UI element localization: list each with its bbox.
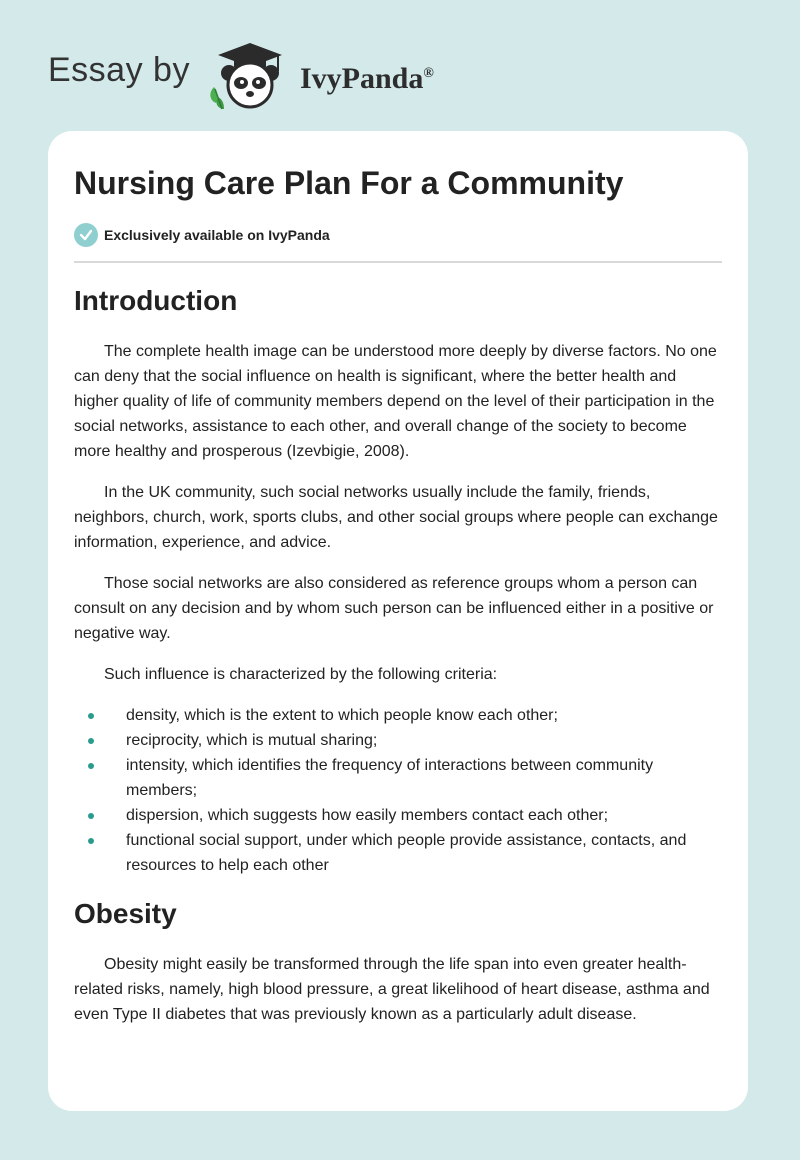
list-item: intensity, which identifies the frequency of interactions between community members; (74, 753, 722, 803)
essay-card (48, 131, 748, 1111)
exclusive-badge (74, 223, 330, 247)
check-icon (74, 223, 98, 247)
paragraph: Such influence is characterized by the following criteria: (104, 666, 498, 683)
essay-by-label: Essay by (48, 50, 190, 89)
paragraph: The complete health image can be understood more deeply by diverse factors. No one can deny that the social influence on health is significant, where the better health and higher quality of life of community members depend on the level of their participation in the social networks, assistance to each other, and overall change of the society to become more healthy and prosperous (Izevbigie, 2008). (74, 343, 717, 460)
bullet-icon (88, 838, 94, 844)
page-title: Nursing Care Plan For a Community (74, 165, 624, 201)
list-item: dispersion, which suggests how easily members contact each other; (74, 803, 722, 828)
criteria-list (74, 703, 722, 878)
bullet-icon (88, 713, 94, 719)
bullet-icon (88, 738, 94, 744)
list-item: functional social support, under which people provide assistance, contacts, and resources to help each other (74, 828, 722, 878)
panda-graduate-icon (204, 37, 294, 116)
badge-label: Exclusively available on IvyPanda (104, 227, 330, 243)
site-header (48, 36, 748, 116)
paragraph: Obesity might easily be transformed through the life span into even greater health-related risks, namely, high blood pressure, a great likelihood of heart disease, asthma and even Type II diabetes that was previously known as a particularly adult disease. (74, 956, 710, 1023)
essay-body (74, 281, 722, 1043)
bullet-icon (88, 813, 94, 819)
paragraph: Those social networks are also considered as reference groups whom a person can consult on any decision and by whom such person can be influenced either in a positive or negative way. (74, 575, 714, 642)
title-divider (74, 261, 722, 263)
brand-name: IvyPanda® (299, 62, 434, 95)
paragraph: In the UK community, such social networks usually include the family, friends, neighbors, church, work, sports clubs, and other social groups where people can exchange information, experience, and advice. (74, 484, 718, 551)
ivypanda-logo[interactable] (204, 37, 434, 116)
section-heading-obesity: Obesity (74, 898, 177, 929)
registered-mark: ® (423, 66, 434, 81)
section-heading-introduction: Introduction (74, 285, 238, 316)
list-item: reciprocity, which is mutual sharing; (74, 728, 722, 753)
list-item: density, which is the extent to which people know each other; (74, 703, 722, 728)
bullet-icon (88, 763, 94, 769)
